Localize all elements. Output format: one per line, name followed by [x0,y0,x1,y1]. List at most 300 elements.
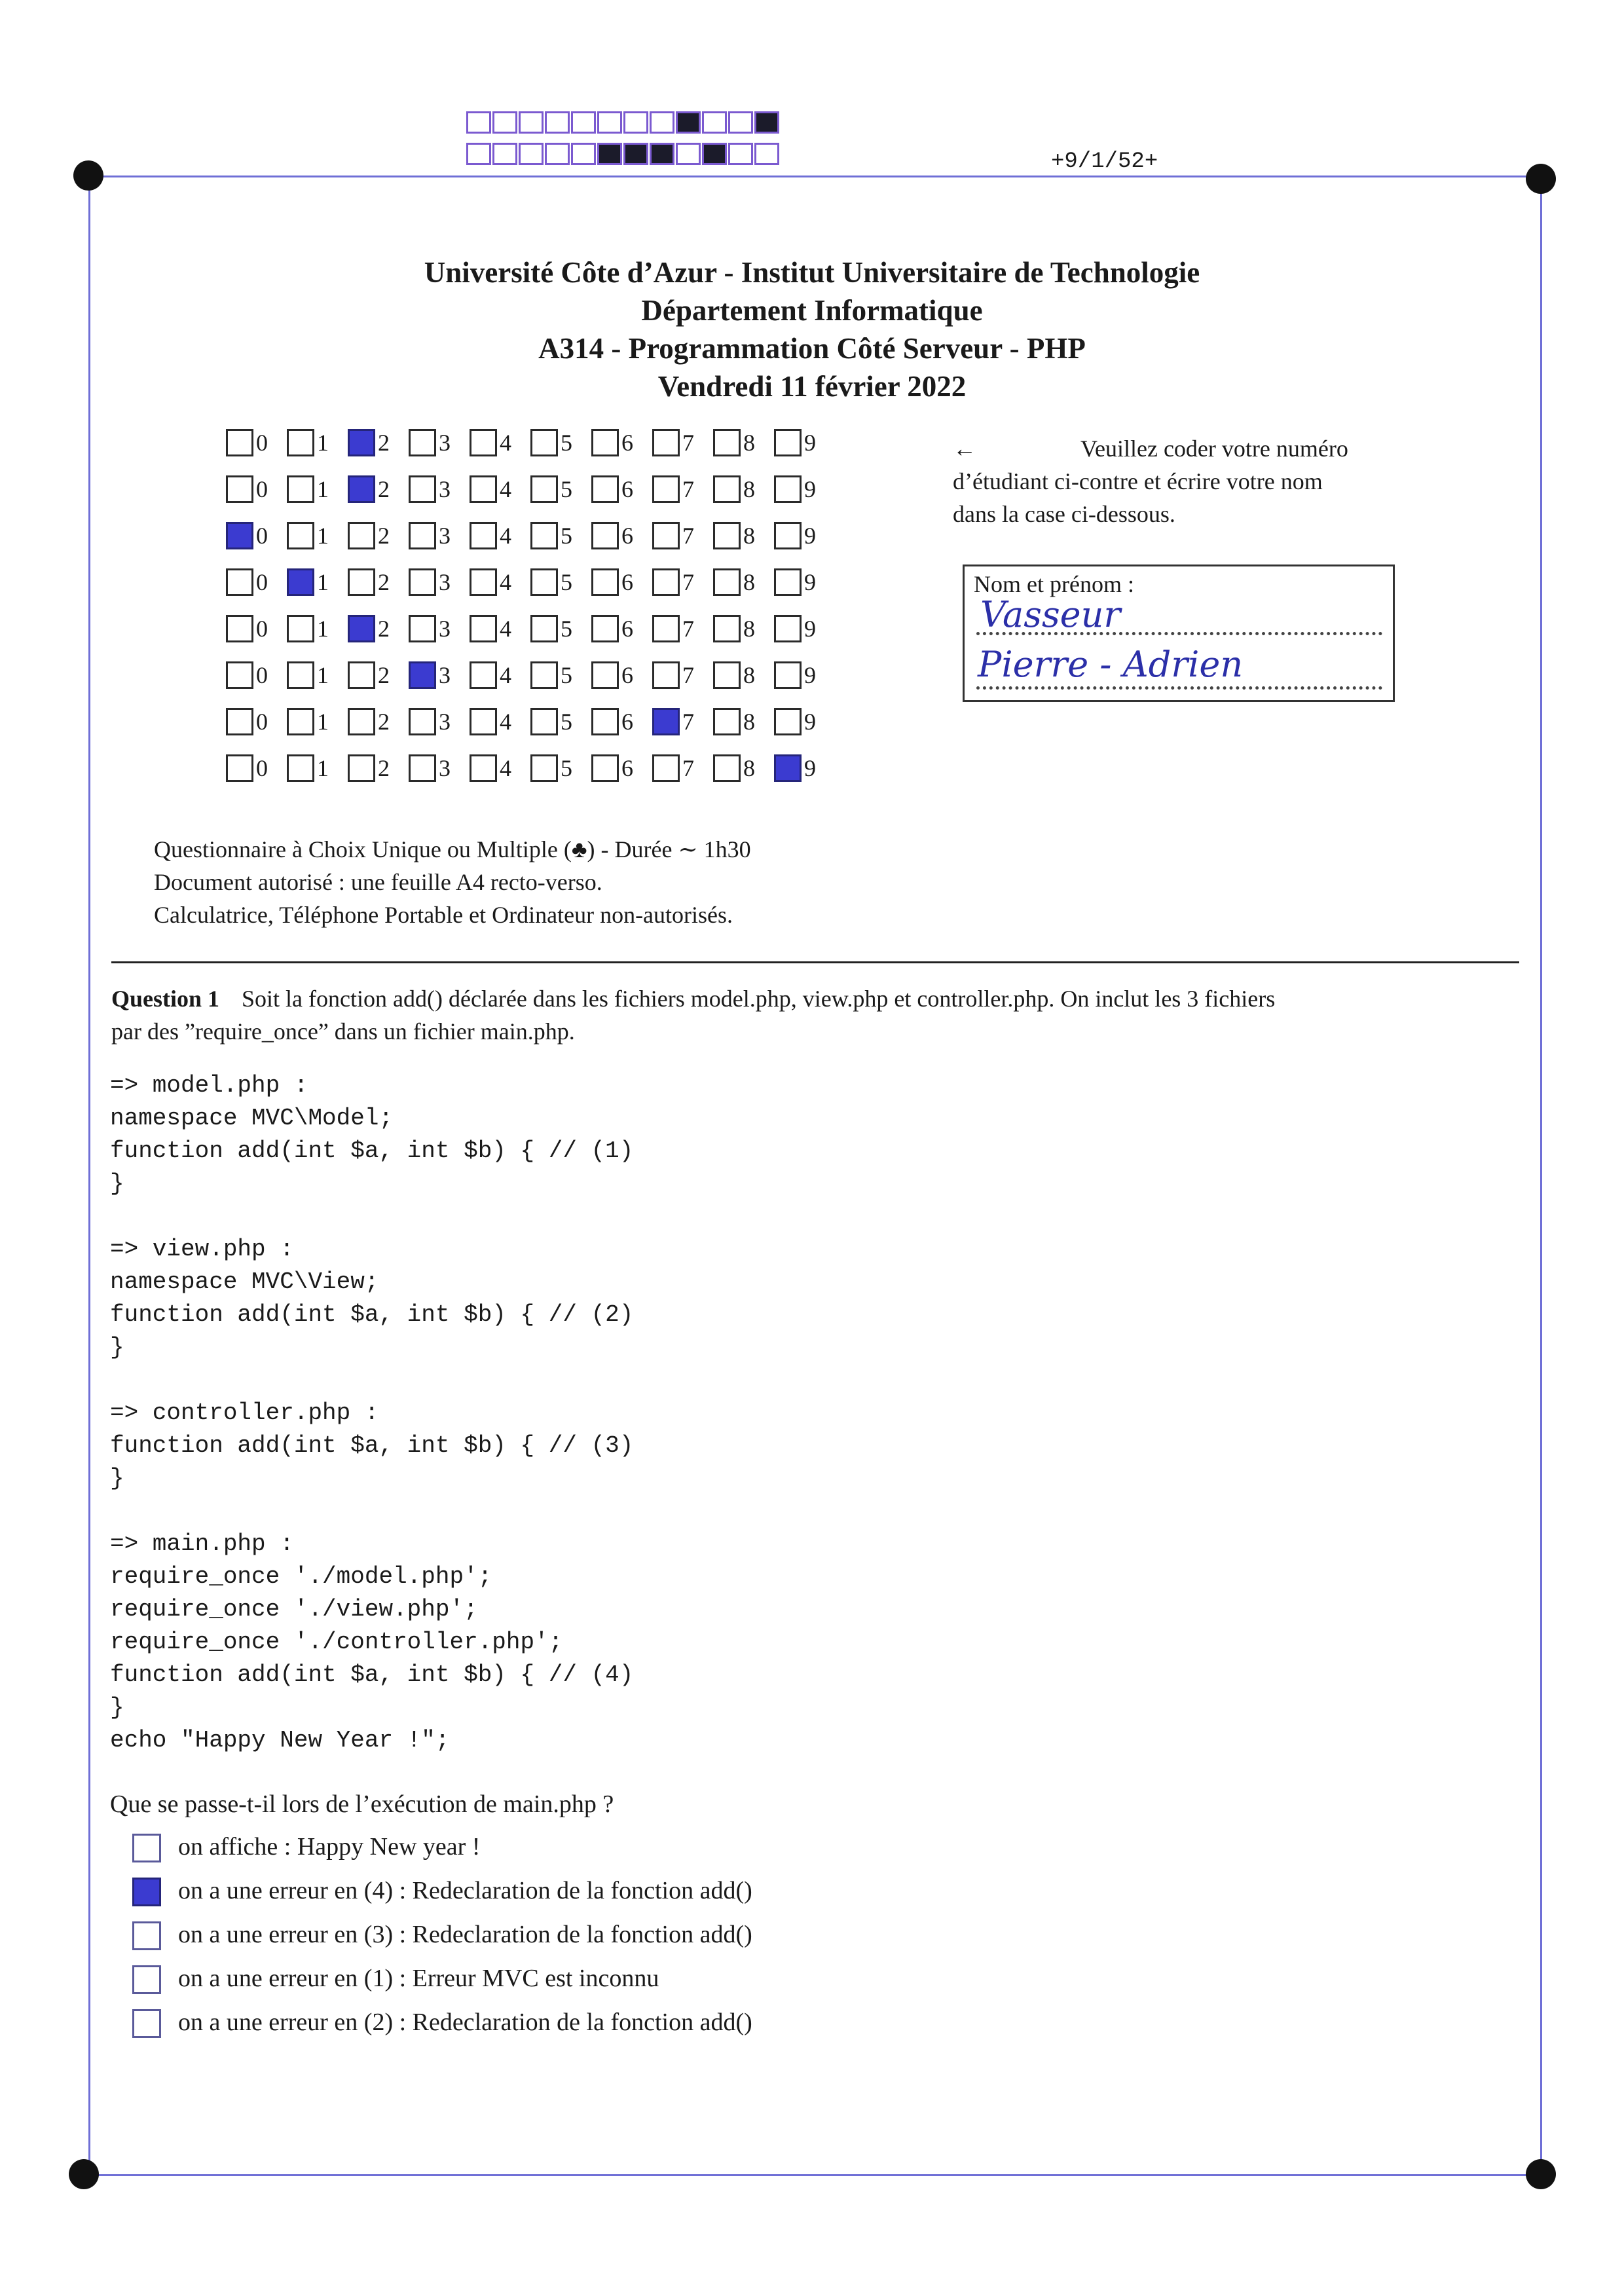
exam-info-line-2: Document autorisé : une feuille A4 recto-verso. [154,869,602,895]
barcode-cell [702,143,727,165]
answer-checkbox-3[interactable] [132,1921,161,1950]
question-text-line-1 [111,982,1519,1015]
digit-label: 4 [500,569,511,595]
digit-label: 9 [804,523,816,549]
digit-checkbox[interactable] [713,754,741,782]
student-id-cell [226,429,287,456]
code-line [110,1200,633,1233]
digit-checkbox[interactable] [348,522,375,549]
digit-label: 4 [500,616,511,642]
question-number: Question 1 [111,986,220,1012]
barcode-cell [466,111,491,134]
student-id-row-7 [226,708,835,735]
digit-checkbox[interactable] [348,429,375,456]
digit-checkbox[interactable] [713,522,741,549]
barcode-cell [492,111,517,134]
digit-checkbox[interactable] [470,475,497,503]
student-id-cell [652,754,713,782]
digit-checkbox[interactable] [530,615,558,642]
digit-label: 8 [743,569,755,595]
code-line: } [110,1694,124,1721]
student-id-cell [348,429,409,456]
student-id-cell [287,429,348,456]
digit-checkbox[interactable] [530,475,558,503]
answer-label-5: on a une erreur en (2) : Redeclaration de la fonction add() [178,2009,752,2036]
digit-checkbox[interactable] [287,475,314,503]
digit-checkbox[interactable] [226,708,253,735]
student-id-cell [470,661,530,689]
student-id-cell [409,429,470,456]
digit-label: 5 [561,569,572,595]
digit-checkbox[interactable] [713,429,741,456]
digit-checkbox[interactable] [348,708,375,735]
student-id-cell [530,615,591,642]
digit-label: 0 [256,476,268,502]
digit-label: 1 [317,709,329,735]
digit-label: 5 [561,476,572,502]
code-line: function add(int $a, int $b) { // (3) [110,1432,634,1459]
barcode-cell [571,143,596,165]
student-id-cell [713,661,774,689]
digit-label: 3 [439,709,451,735]
digit-label: 4 [500,755,511,781]
student-id-cell [409,661,470,689]
student-id-cell [348,615,409,642]
student-id-cell [530,522,591,549]
code-line: function add(int $a, int $b) { // (2) [110,1301,634,1328]
code-line: } [110,1334,124,1361]
digit-label: 2 [378,523,390,549]
code-line [110,1364,633,1397]
digit-checkbox[interactable] [287,568,314,596]
student-id-cell [226,615,287,642]
digit-checkbox[interactable] [591,661,619,689]
student-id-cell [591,568,652,596]
digit-label: 0 [256,569,268,595]
barcode-cell [545,143,570,165]
digit-checkbox[interactable] [348,568,375,596]
instructions-line-2: d’étudiant ci-contre et écrire votre nom [953,468,1323,494]
student-id-cell [409,615,470,642]
digit-label: 9 [804,616,816,642]
barcode-cell [545,111,570,134]
digit-checkbox[interactable] [591,754,619,782]
digit-label: 5 [561,616,572,642]
student-id-cell [287,522,348,549]
barcode-cell [623,111,648,134]
digit-label: 6 [621,662,633,688]
student-id-row-3 [226,522,835,549]
student-id-cell [591,661,652,689]
student-id-cell [591,754,652,782]
digit-checkbox[interactable] [774,429,802,456]
digit-checkbox[interactable] [774,615,802,642]
digit-label: 3 [439,662,451,688]
digit-checkbox[interactable] [287,429,314,456]
answer-checkbox-5[interactable] [132,2009,161,2038]
student-id-cell [348,475,409,503]
digit-label: 1 [317,476,329,502]
digit-checkbox[interactable] [348,615,375,642]
student-id-cell [470,475,530,503]
student-id-row-6 [226,661,835,689]
digit-checkbox[interactable] [409,708,436,735]
barcode-cell [597,143,622,165]
digit-checkbox[interactable] [713,615,741,642]
digit-label: 6 [621,476,633,502]
student-id-cell [470,615,530,642]
student-id-cell [226,522,287,549]
barcode-cell [492,143,517,165]
digit-label: 8 [743,662,755,688]
student-id-cell [713,754,774,782]
digit-checkbox[interactable] [226,568,253,596]
corner-mark-bottom-left [69,2159,99,2189]
digit-checkbox[interactable] [348,754,375,782]
digit-checkbox[interactable] [774,475,802,503]
digit-label: 3 [439,523,451,549]
student-id-cell [287,754,348,782]
digit-label: 1 [317,523,329,549]
student-id-cell [348,661,409,689]
digit-checkbox[interactable] [774,661,802,689]
digit-checkbox[interactable] [409,754,436,782]
student-id-cell [774,661,835,689]
digit-label: 1 [317,662,329,688]
digit-checkbox[interactable] [530,754,558,782]
code-line: => main.php : [110,1530,294,1557]
digit-label: 7 [682,523,694,549]
code-line: => controller.php : [110,1399,379,1426]
student-id-cell [652,615,713,642]
digit-checkbox[interactable] [530,568,558,596]
digit-checkbox[interactable] [713,708,741,735]
student-id-cell [652,708,713,735]
code-line: require_once './model.php'; [110,1563,492,1590]
digit-checkbox[interactable] [470,661,497,689]
answer-label-1: on affiche : Happy New year ! [178,1833,481,1861]
digit-checkbox[interactable] [530,661,558,689]
digit-checkbox[interactable] [409,568,436,596]
barcode-cell [519,143,544,165]
student-id-cell [774,568,835,596]
digit-checkbox[interactable] [652,661,680,689]
digit-label: 6 [621,616,633,642]
digit-label: 0 [256,709,268,735]
student-id-cell [287,661,348,689]
student-id-cell [774,522,835,549]
digit-label: 8 [743,709,755,735]
student-id-cell [226,568,287,596]
answer-label-2: on a une erreur en (4) : Redeclaration de la fonction add() [178,1877,752,1904]
student-id-cell [591,429,652,456]
digit-checkbox[interactable] [287,615,314,642]
digit-checkbox[interactable] [774,568,802,596]
digit-label: 5 [561,709,572,735]
digit-checkbox[interactable] [226,475,253,503]
student-id-row-5 [226,615,835,642]
digit-checkbox[interactable] [774,754,802,782]
digit-label: 4 [500,662,511,688]
digit-checkbox[interactable] [774,708,802,735]
student-id-cell [470,522,530,549]
student-id-cell [713,522,774,549]
student-id-cell [470,708,530,735]
code-line: function add(int $a, int $b) { // (4) [110,1661,634,1688]
digit-checkbox[interactable] [287,522,314,549]
digit-label: 0 [256,616,268,642]
digit-label: 0 [256,662,268,688]
header-department: Département Informatique [641,294,983,327]
digit-checkbox[interactable] [226,754,253,782]
question-body: Soit la fonction add() déclarée dans les fichiers model.php, view.php et controller.php. On inclut les 3 fichiers [242,986,1276,1012]
digit-checkbox[interactable] [470,568,497,596]
instructions-arrow: ← [953,435,976,462]
digit-label: 2 [378,755,390,781]
digit-checkbox[interactable] [470,754,497,782]
digit-checkbox[interactable] [652,708,680,735]
handwritten-last-name: Vasseur [980,594,1121,635]
student-id-row-8 [226,754,835,782]
student-id-cell [348,754,409,782]
digit-label: 7 [682,430,694,456]
digit-label: 3 [439,616,451,642]
digit-label: 4 [500,523,511,549]
frame-bottom-line [88,2174,1542,2176]
digit-checkbox[interactable] [287,661,314,689]
barcode-cell [650,143,674,165]
student-id-cell [470,754,530,782]
code-line: } [110,1465,124,1492]
frame-left-line [88,176,90,2176]
student-id-cell [287,708,348,735]
student-id-cell [774,429,835,456]
name-dotted-line-2 [976,686,1382,690]
digit-checkbox[interactable] [530,522,558,549]
code-line: require_once './view.php'; [110,1596,478,1623]
digit-label: 9 [804,476,816,502]
exam-info-line-1: Questionnaire à Choix Unique ou Multiple (♣) - Durée ∼ 1h30 [154,836,751,862]
digit-checkbox[interactable] [591,615,619,642]
frame-top-line [88,176,1542,177]
digit-label: 8 [743,755,755,781]
digit-label: 4 [500,430,511,456]
header-course: A314 - Programmation Côté Serveur - PHP [538,332,1086,365]
digit-label: 7 [682,616,694,642]
digit-checkbox[interactable] [652,754,680,782]
student-id-cell [226,708,287,735]
digit-checkbox[interactable] [287,754,314,782]
student-id-cell [348,708,409,735]
barcode-cell [623,143,648,165]
digit-checkbox[interactable] [652,522,680,549]
digit-checkbox[interactable] [226,661,253,689]
student-id-cell [530,661,591,689]
digit-checkbox[interactable] [409,429,436,456]
digit-checkbox[interactable] [348,475,375,503]
code-line: function add(int $a, int $b) { // (1) [110,1138,634,1164]
digit-label: 2 [378,709,390,735]
student-id-cell [287,615,348,642]
student-id-cell [774,615,835,642]
student-id-cell [470,429,530,456]
digit-label: 1 [317,569,329,595]
digit-label: 2 [378,476,390,502]
answer-label-4: on a une erreur en (1) : Erreur MVC est inconnu [178,1965,659,1992]
digit-label: 7 [682,709,694,735]
student-id-cell [226,475,287,503]
digit-checkbox[interactable] [470,522,497,549]
header-date: Vendredi 11 février 2022 [657,370,967,403]
name-box[interactable] [963,565,1395,702]
digit-checkbox[interactable] [652,615,680,642]
corner-mark-top-left [73,160,103,191]
instructions-line-1: Veuillez coder votre numéro [1080,435,1348,462]
digit-checkbox[interactable] [409,661,436,689]
student-id-cell [409,522,470,549]
digit-label: 3 [439,569,451,595]
student-id-cell [774,708,835,735]
digit-checkbox[interactable] [713,661,741,689]
digit-checkbox[interactable] [774,522,802,549]
student-id-cell [348,522,409,549]
digit-label: 8 [743,523,755,549]
answer-checkbox-1[interactable] [132,1834,161,1862]
answer-checkbox-4[interactable] [132,1965,161,1994]
student-id-cell [287,568,348,596]
digit-label: 7 [682,569,694,595]
digit-label: 1 [317,430,329,456]
digit-label: 9 [804,662,816,688]
digit-checkbox[interactable] [348,661,375,689]
digit-checkbox[interactable] [226,429,253,456]
digit-checkbox[interactable] [530,429,558,456]
barcode-cell [466,143,491,165]
student-id-cell [713,568,774,596]
digit-label: 8 [743,476,755,502]
barcode-cell [728,111,753,134]
digit-label: 6 [621,709,633,735]
student-id-cell [713,475,774,503]
digit-label: 0 [256,755,268,781]
code-line: echo "Happy New Year !"; [110,1727,450,1754]
student-id-cell [470,568,530,596]
digit-checkbox[interactable] [591,708,619,735]
barcode-cell [754,111,779,134]
digit-label: 0 [256,523,268,549]
digit-label: 2 [378,430,390,456]
digit-label: 6 [621,430,633,456]
digit-checkbox[interactable] [409,522,436,549]
digit-label: 5 [561,755,572,781]
corner-mark-bottom-right [1526,2159,1556,2189]
student-id-cell [226,661,287,689]
frame-right-line [1540,176,1542,2176]
header-university: Université Côte d’Azur - Institut Universitaire de Technologie [424,256,1200,289]
digit-checkbox[interactable] [530,708,558,735]
digit-checkbox[interactable] [591,568,619,596]
digit-label: 6 [621,523,633,549]
name-box-label: Nom et prénom : [974,571,1134,597]
student-id-cell [226,754,287,782]
digit-checkbox[interactable] [591,475,619,503]
code-line: => view.php : [110,1236,294,1263]
digit-label: 6 [621,569,633,595]
corner-mark-top-right [1526,164,1556,194]
instructions-line-3: dans la case ci-dessous. [953,501,1175,527]
digit-checkbox[interactable] [652,429,680,456]
digit-checkbox[interactable] [470,429,497,456]
code-line: } [110,1170,124,1197]
student-id-cell [409,475,470,503]
student-id-cell [713,708,774,735]
code-block [110,1069,633,1757]
page-code: +9/1/52+ [1051,149,1158,174]
digit-label: 4 [500,476,511,502]
digit-label: 3 [439,755,451,781]
digit-checkbox[interactable] [591,429,619,456]
digit-label: 3 [439,476,451,502]
handwritten-first-name: Pierre - Adrien [978,644,1244,685]
student-id-cell [409,754,470,782]
code-line: namespace MVC\View; [110,1268,379,1295]
digit-checkbox[interactable] [409,475,436,503]
answer-label-3: on a une erreur en (3) : Redeclaration de la fonction add() [178,1921,752,1948]
digit-checkbox[interactable] [470,615,497,642]
digit-checkbox[interactable] [287,708,314,735]
barcode-cell [702,111,727,134]
digit-label: 1 [317,616,329,642]
barcode-cell [676,143,701,165]
code-line: require_once './controller.php'; [110,1629,563,1656]
digit-label: 1 [317,755,329,781]
digit-label: 0 [256,430,268,456]
digit-label: 2 [378,662,390,688]
digit-label: 6 [621,755,633,781]
digit-checkbox[interactable] [652,475,680,503]
answer-checkbox-2[interactable] [132,1878,161,1906]
barcode-cell [597,111,622,134]
digit-checkbox[interactable] [713,475,741,503]
student-id-row-4 [226,568,835,596]
student-id-cell [652,475,713,503]
digit-label: 5 [561,523,572,549]
digit-checkbox[interactable] [226,615,253,642]
digit-label: 9 [804,755,816,781]
student-id-cell [591,522,652,549]
student-id-cell [409,708,470,735]
question-prompt: Que se passe-t-il lors de l’exécution de main.php ? [110,1790,614,1818]
digit-label: 5 [561,662,572,688]
student-id-cell [652,429,713,456]
student-id-cell [530,754,591,782]
digit-checkbox[interactable] [226,522,253,549]
digit-checkbox[interactable] [713,568,741,596]
digit-label: 8 [743,616,755,642]
barcode-cell [754,143,779,165]
digit-checkbox[interactable] [409,615,436,642]
barcode-cell [571,111,596,134]
digit-label: 2 [378,569,390,595]
student-id-cell [774,475,835,503]
student-id-cell [591,615,652,642]
digit-label: 9 [804,709,816,735]
digit-checkbox[interactable] [591,522,619,549]
student-id-cell [348,568,409,596]
student-id-cell [591,708,652,735]
digit-checkbox[interactable] [652,568,680,596]
digit-checkbox[interactable] [470,708,497,735]
